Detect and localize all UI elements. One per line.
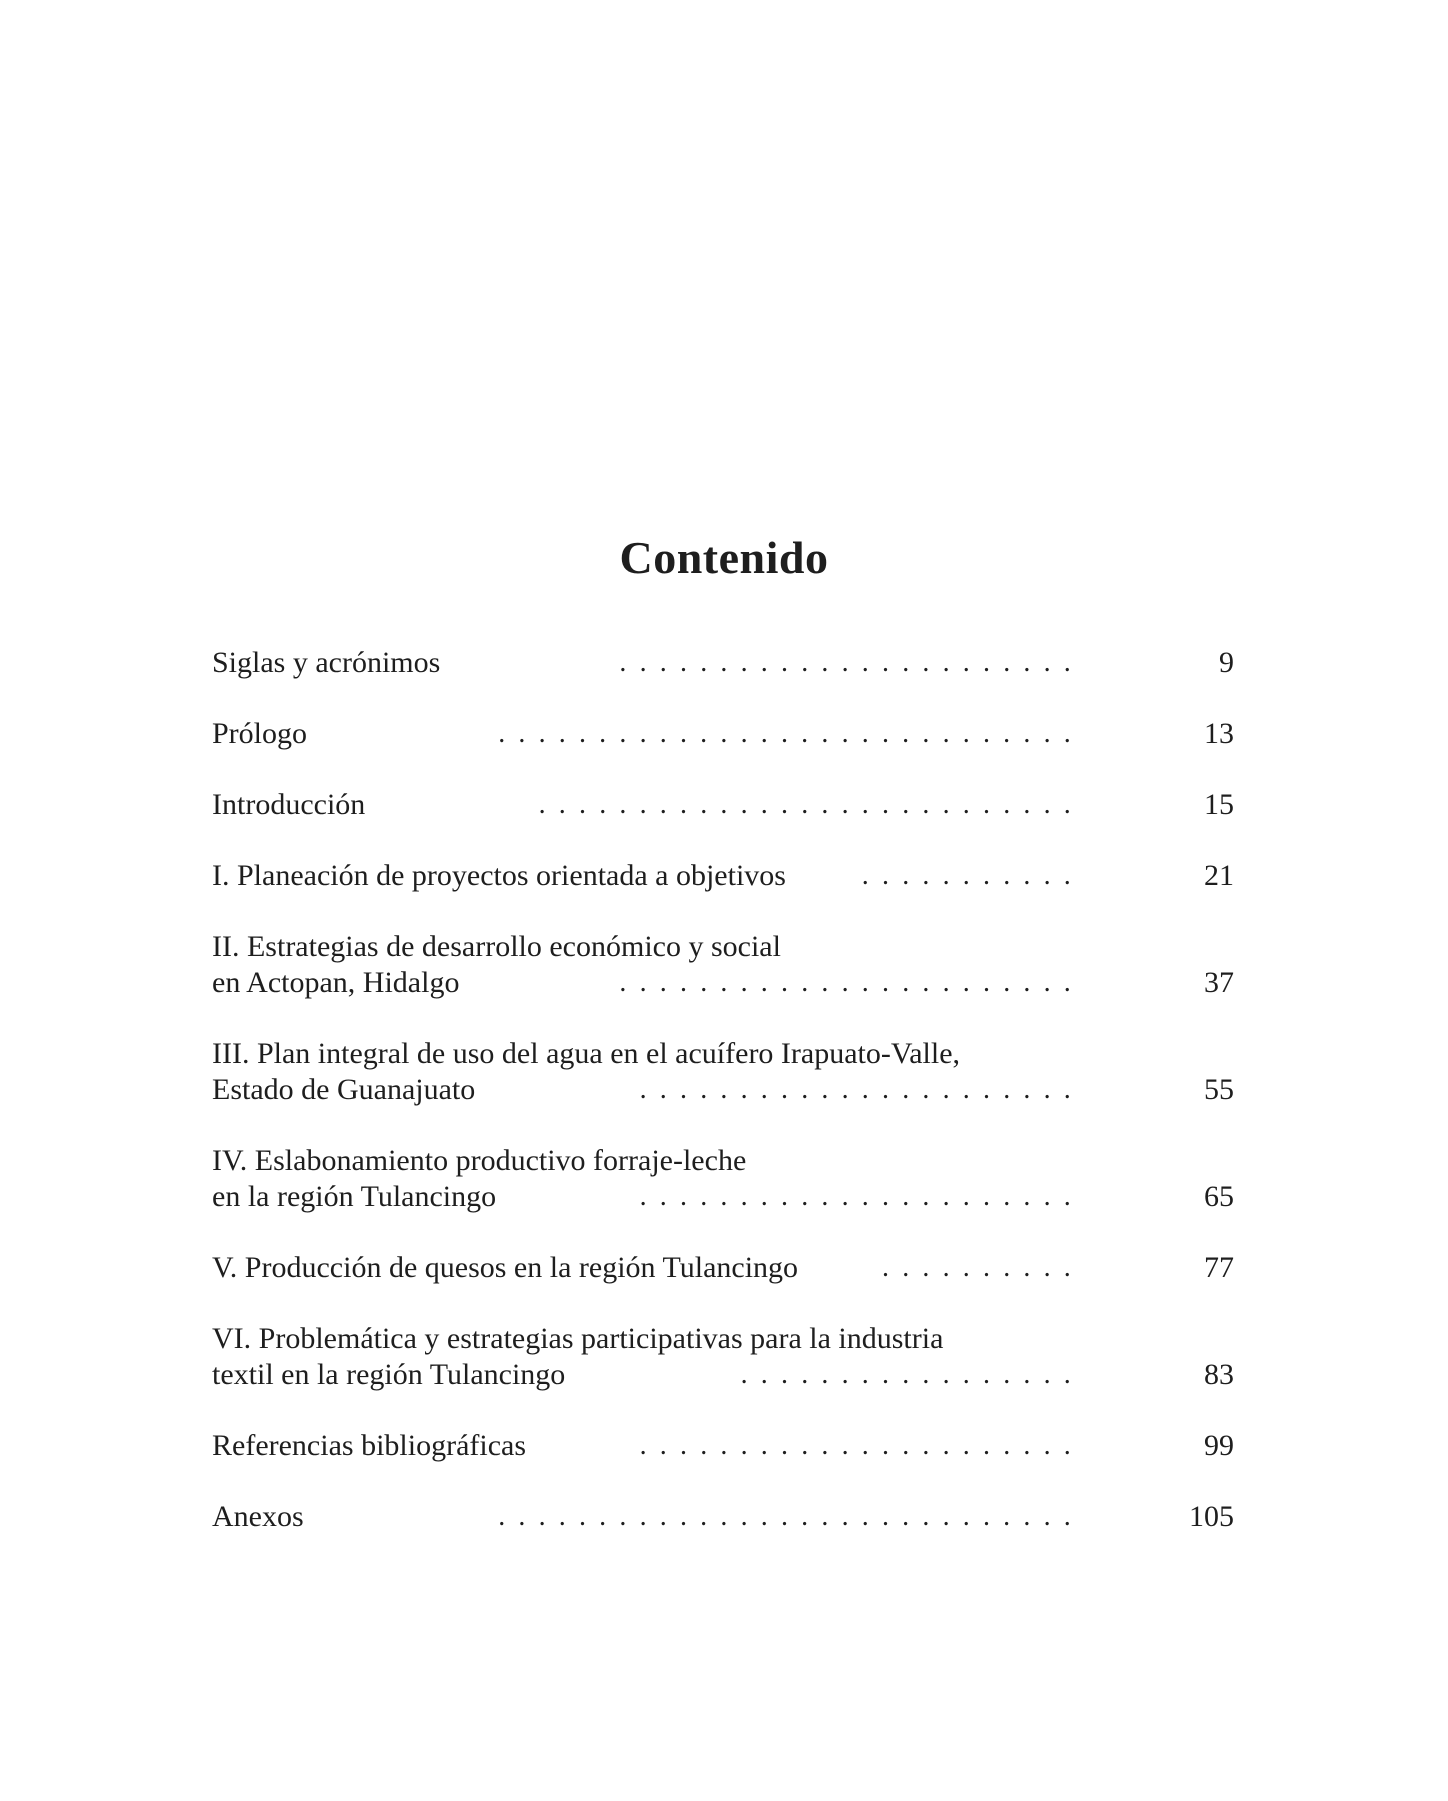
dot-leader: ...................... (639, 1074, 1084, 1105)
toc-page-number: 99 (1204, 1429, 1234, 1462)
toc-entry-line (212, 1250, 1234, 1286)
toc-entry-line (212, 1499, 1234, 1535)
toc-page-number: 13 (1204, 717, 1234, 750)
toc-entry (212, 1250, 1234, 1286)
toc-entry-title: Anexos (212, 1500, 304, 1533)
dot-leader: ............................. (498, 718, 1084, 749)
dot-leader: ........................... (538, 789, 1084, 820)
toc-entry-title: I. Planeación de proyectos orientada a objetivos (212, 859, 786, 892)
toc-entry-line (212, 1179, 1234, 1215)
page-title: Contenido (619, 532, 829, 583)
toc-entry (212, 1321, 1234, 1393)
toc-entry-line (212, 1357, 1234, 1393)
dot-leader: ................. (740, 1359, 1084, 1390)
toc-entry-title-line: III. Plan integral de uso del agua en el acuífero Irapuato-Valle, (212, 1037, 961, 1070)
toc-entry (212, 716, 1234, 752)
toc-entry (212, 645, 1234, 681)
dot-leader: ...................... (639, 1181, 1084, 1212)
dot-leader: ........... (861, 860, 1084, 891)
toc-entry-line (212, 1428, 1234, 1464)
toc-entry-line (212, 787, 1234, 823)
dot-leader: ....................... (619, 647, 1084, 678)
toc-entry-title-line: IV. Eslabonamiento productivo forraje-leche (212, 1144, 747, 1177)
toc-entry-title-line: VI. Problemática y estrategias participativas para la industria (212, 1322, 944, 1355)
toc-page-number: 65 (1204, 1180, 1234, 1213)
toc-page-number: 37 (1204, 966, 1234, 999)
dot-leader: .......... (882, 1252, 1084, 1283)
toc-entry-line (212, 645, 1234, 681)
toc-entry-line (212, 965, 1234, 1001)
toc-entry (212, 1428, 1234, 1464)
toc-entry (212, 1499, 1234, 1535)
toc-entry (212, 1036, 1234, 1108)
toc-entry-title: Siglas y acrónimos (212, 646, 441, 679)
toc-page-number: 77 (1204, 1251, 1234, 1284)
toc-entry-line (212, 858, 1234, 894)
toc-entry (212, 858, 1234, 894)
toc-entry-line (212, 1072, 1234, 1108)
toc-entry-title: Estado de Guanajuato (212, 1073, 476, 1106)
toc-entry-title: en la región Tulancingo (212, 1180, 497, 1213)
toc-page-number: 15 (1204, 788, 1234, 821)
toc-entry-title: Referencias bibliográficas (212, 1429, 527, 1462)
dot-leader: ............................. (498, 1501, 1084, 1532)
toc-entry (212, 787, 1234, 823)
toc-page-number: 9 (1219, 646, 1234, 679)
toc-page-number: 21 (1204, 859, 1234, 892)
toc-entry-title-line: II. Estrategias de desarrollo económico y social (212, 930, 781, 963)
toc-entry (212, 929, 1234, 1001)
dot-leader: ....................... (619, 967, 1084, 998)
toc-entry-title: textil en la región Tulancingo (212, 1358, 566, 1391)
toc-entry-title: Introducción (212, 788, 366, 821)
toc-page-number: 55 (1204, 1073, 1234, 1106)
toc-entry-title: Prólogo (212, 717, 308, 750)
toc-entry-title: V. Producción de quesos en la región Tulancingo (212, 1251, 799, 1284)
toc-entry-title: en Actopan, Hidalgo (212, 966, 460, 999)
toc-page-number: 105 (1189, 1500, 1234, 1533)
dot-leader: ...................... (639, 1430, 1084, 1461)
toc-entry-line (212, 716, 1234, 752)
toc-page-number: 83 (1204, 1358, 1234, 1391)
toc-entry (212, 1143, 1234, 1215)
